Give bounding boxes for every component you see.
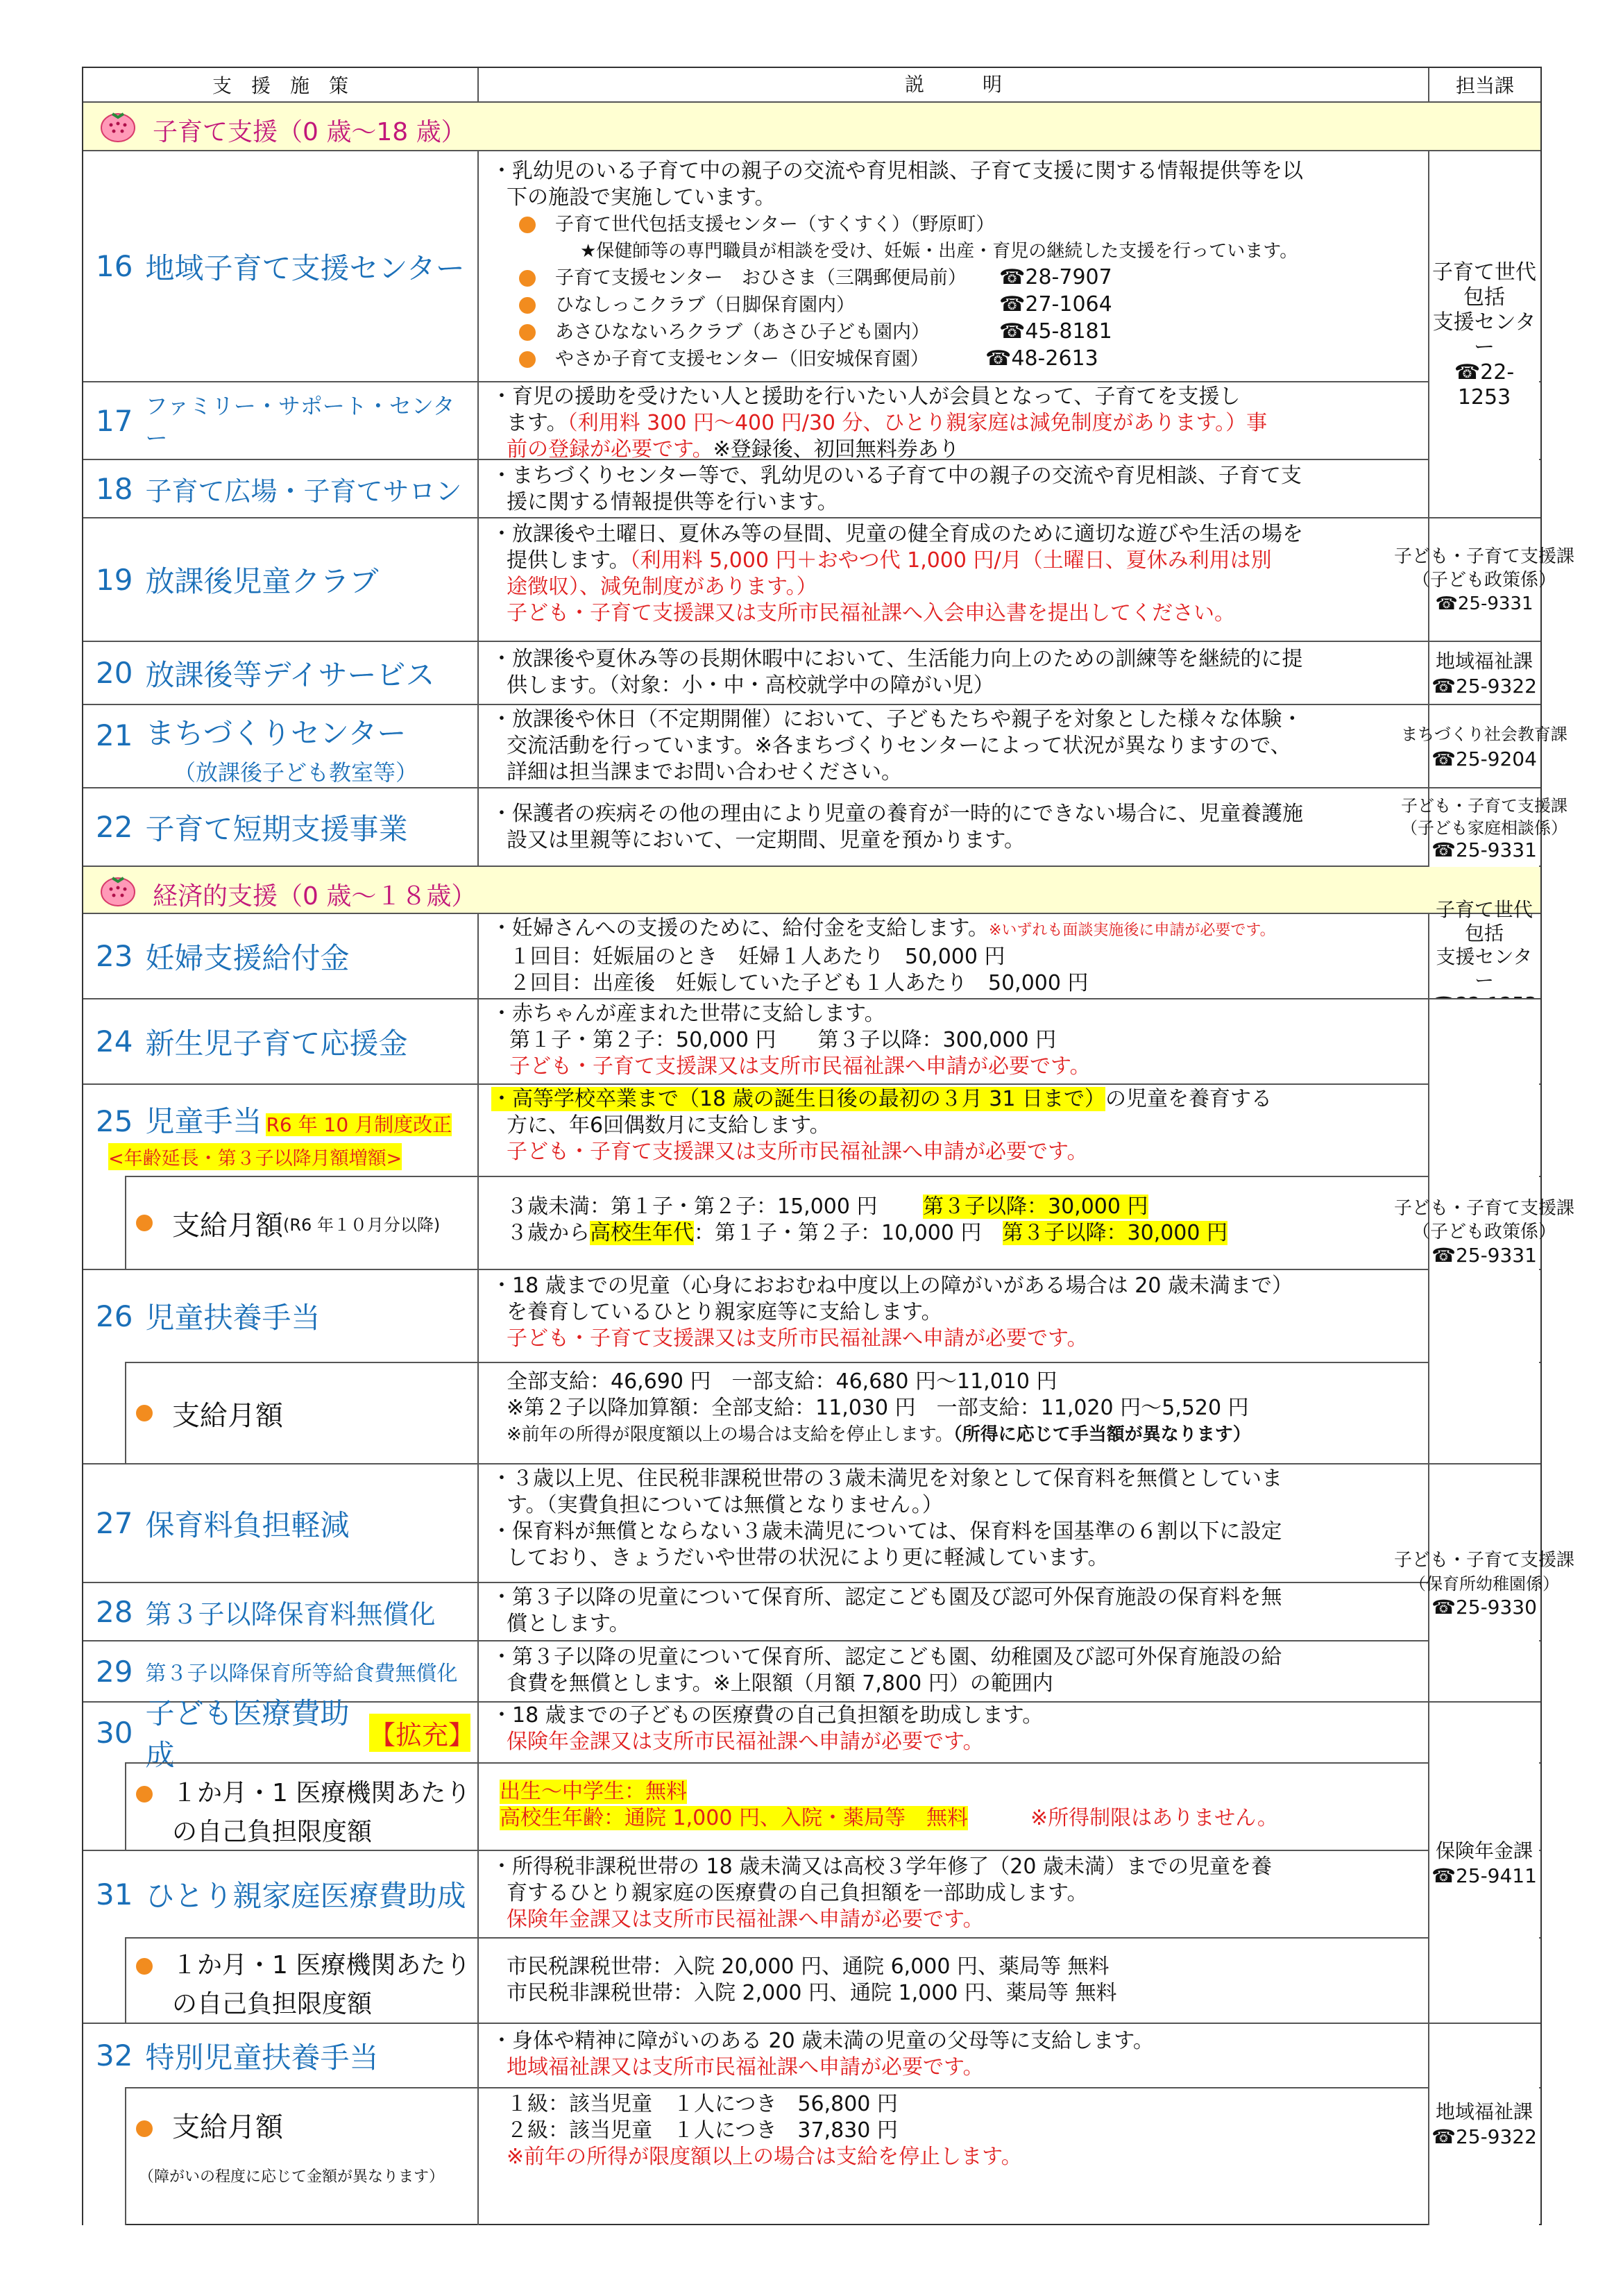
section-title: 子育て支援（0 歳～18 歳） [153,118,466,146]
table-row: 18 子育て広場・子育てサロン ・まちづくりセンター等で、乳幼児のいる子育て中の親子の交流や育児相談、子育て支 援に関する情報提供等を行います。 [83,459,1540,517]
table-row: 27 保育料負担軽減 ・３歳以上児、住民税非課税世帯の３歳未満児を対象として保育料を無償としていま す。（実費負担については無償となりません。） ・保育料が無償とならない３歳未満児については、保育料を国基準の６割以下に設定 しており、きょうだいや世帯の状況により更に軽減しています。 [83,1463,1540,1582]
table-row: 29 第３子以降保育所等給食費無償化 ・第３子以降の児童について保育所、認定こども園、幼稚園及び認可外保育施設の給 食費を無償とします。※上限額（月額 7,800 円）の範囲内 [83,1640,1540,1701]
dept-box-2: 子ども・子育て支援課 （子ども政策係） ☎25-9331 [1429,517,1539,642]
bullet-dot-icon [136,1786,153,1803]
header-col-desc: 説 明 [479,68,1429,101]
item-description: ・乳幼児のいる子育て中の親子の交流や育児相談、子育て支援に関する情報提供等を以 下の施設で実施しています。 子育て世代包括支援センター（すくすく）（野原町） ★保健師等の専門職員が相談を受け、妊娠・出産・育児の継続した支援を行っています。 子育て支援センター おひさま（三隅郵便局前） ☎28-7907 ひなしっこクラブ（日脚保育園内） ☎27-1064 あさひなないろクラブ（あさひ子ども園内） ☎45-8181 やさか子育て支援センター（旧安城保育園） ☎48-2613 [479,151,1429,381]
table-row: 17 ファミリー・サポート・センター ・育児の援助を受けたい人と援助を行いたい人が会員となって、子育てを支援し ます。（利用料 300 円～400 円/30 分、ひとり親家庭は減免制度があります。）事 前の登録が必要です。※登録後、初回無料券あり [83,381,1540,459]
table-row: 20 放課後等デイサービス ・放課後や夏休み等の長期休暇中において、生活能力向上のための訓練等を継続的に提 供します。（対象：小・中・高校就学中の障がい児） [83,641,1540,704]
dept-box-8: 子ども・子育て支援課 （保育所幼稚園係） ☎25-9330 [1429,1463,1539,1703]
table-row: 31 ひとり親家庭医療費助成 ・所得税非課税世帯の 18 歳未満又は高校３学年修了（20 歳未満）までの児童を養 育するひとり親家庭の医療費の自己負担額を一部助成します。 保険年金課又は支所市民福祉課へ申請が必要です。 [83,1850,1540,1937]
dept-box-3: 地域福祉課 ☎25-9322 [1429,641,1539,705]
dept-box-7: 子ども・子育て支援課 （子ども政策係） ☎25-9331 [1429,998,1539,1464]
table-subrow: １か月・1 医療機関あたり の自己負担限度額 市民税課税世帯：入院 20,000 円、通院 6,000 円、薬局等 無料 市民税非課税世帯：入院 2,000 円、通院 1,000 円、薬局等 無料 [83,1937,1540,2023]
table-subrow: 支給月額 (R6 年１０月分以降) ３歳未満：第１子・第２子：15,000 円 第３子以降：30,000 円 ３歳から高校生年代：第１子・第２子：10,000 円 第３子以降：30,000 円 [83,1176,1540,1269]
bullet-dot-icon [136,1958,153,1975]
item-number: 16 [96,249,133,283]
section-header-childcare [83,101,1540,150]
table-row: 28 第３子以降保育料無償化 ・第３子以降の児童について保育所、認定こども園及び認可外保育施設の保育料を無 償とします。 [83,1582,1540,1640]
table-subrow: １か月・1 医療機関あたり の自己負担限度額 出生～中学生：無料 高校生年齢：通院 1,000 円、入院・薬局等 無料 ※所得制限はありません。 [83,1762,1540,1850]
item-title: 地域子育て支援センター [145,251,465,285]
table-row: 24 新生児子育て応援金 ・赤ちゃんが産まれた世帯に支給します。 第１子・第２子：50,000 円 第３子以降：300,000 円 子ども・子育て支援課又は支所市民福祉課へ申請が必要です。 [83,998,1540,1083]
bullet-dot-icon [136,1215,153,1231]
table-row [83,150,1540,381]
table-subrow: 支給月額 全部支給：46,690 円 一部支給：46,680 円～11,010 円 ※第２子以降加算額：全部支給：11,030 円 一部支給：11,020 円～5,520 円 ※前年の所得が限度額以上の場合は支給を停止します。（所得に応じて手当額が異なります） [83,1362,1540,1463]
strawberry-icon [97,872,139,907]
header-col-measure: 支 援 施 策 [83,68,479,101]
table-header [83,68,1540,101]
dept-box-5: 子ども・子育て支援課 （子ども家庭相談係） ☎25-9331 [1429,787,1539,867]
table-row: 23 妊婦支援給付金 ・妊婦さんへの支援のために、給付金を支給します。※いずれも面談実施後に申請が必要です。 １回目：妊娠届のとき 妊婦１人あたり 50,000 円 ２回目：出産後 妊娠していた子ども１人あたり 50,000 円 [83,913,1540,998]
bullet-dot-icon [136,1405,153,1421]
header-col-dept: 担当課 [1455,74,1514,97]
dept-box-10: 地域福祉課 ☎25-9322 [1429,2023,1539,2225]
dept-box-4: まちづくり社会教育課 ☎25-9204 [1429,704,1539,788]
table-row: 25 児童手当 R6 年 10 月制度改正 <年齢延長・第３子以降月額増額> ・高等学校卒業まで（18 歳の誕生日後の最初の３月 31 日まで）の児童を養育する 方に、年6回偶数月に支給します。 子ども・子育て支援課又は支所市民福祉課へ申請が必要です。 [83,1083,1540,1176]
support-table [82,67,1575,2225]
table-row: 26 児童扶養手当 ・18 歳までの児童（心身におおむね中度以上の障がいがある場合は 20 歳未満まで） を養育しているひとり親家庭等に支給します。 子ども・子育て支援課又は支所市民福祉課へ申請が必要です。 [83,1269,1540,1362]
dept-box-9: 保険年金課 ☎25-9411 [1429,1701,1539,2024]
section-header-economic [83,866,1540,913]
table-row: 32 特別児童扶養手当 ・身体や精神に障がいのある 20 歳未満の児童の父母等に支給します。 地域福祉課又は支所市民福祉課へ申請が必要です。 [83,2023,1540,2087]
table-subrow: 支給月額 （障がいの程度に応じて金額が異なります） １級：該当児童 １人につき 56,800 円 ２級：該当児童 １人につき 37,830 円 ※前年の所得が限度額以上の場合は支給を停止します。 [83,2087,1540,2225]
section-title: 経済的支援（0 歳～１８歳） [153,882,477,911]
table-row: 19 放課後児童クラブ ・放課後や土曜日、夏休み等の昼間、児童の健全育成のために適切な遊びや生活の場を 提供します。（利用料 5,000 円＋おやつ代 1,000 円/月（土曜日、夏休み利用は別 途徴収）、減免制度があります。） 子ども・子育て支援課又は支所市民福祉課へ入会申込書を提出してください。 [83,517,1540,641]
table-row: 22 子育て短期支援事業 ・保護者の疾病その他の理由により児童の養育が一時的にできない場合に、児童養護施 設又は里親等において、一定期間、児童を預かります。 [83,787,1540,866]
bullet-dot-icon [136,2120,153,2137]
strawberry-icon [97,108,139,143]
table-row: 21 まちづくりセンター （放課後子ども教室等） ・放課後や休日（不定期開催）において、子どもたちや親子を対象とした様々な体験・ 交流活動を行っています。※各まちづくりセンターによって状況が異なりますので、 詳細は担当課までお問い合わせください。 [83,704,1540,787]
table-row: 30 子ども医療費助成 【拡充】 ・18 歳までの子どもの医療費の自己負担額を助成します。 保険年金課又は支所市民福祉課へ申請が必要です。 [83,1701,1540,1762]
dept-box-6: 子育て世代包括 支援センター [1429,913,1539,999]
dept-box-1: 子育て世代包括 支援センター ☎22-1253 [1429,150,1539,518]
